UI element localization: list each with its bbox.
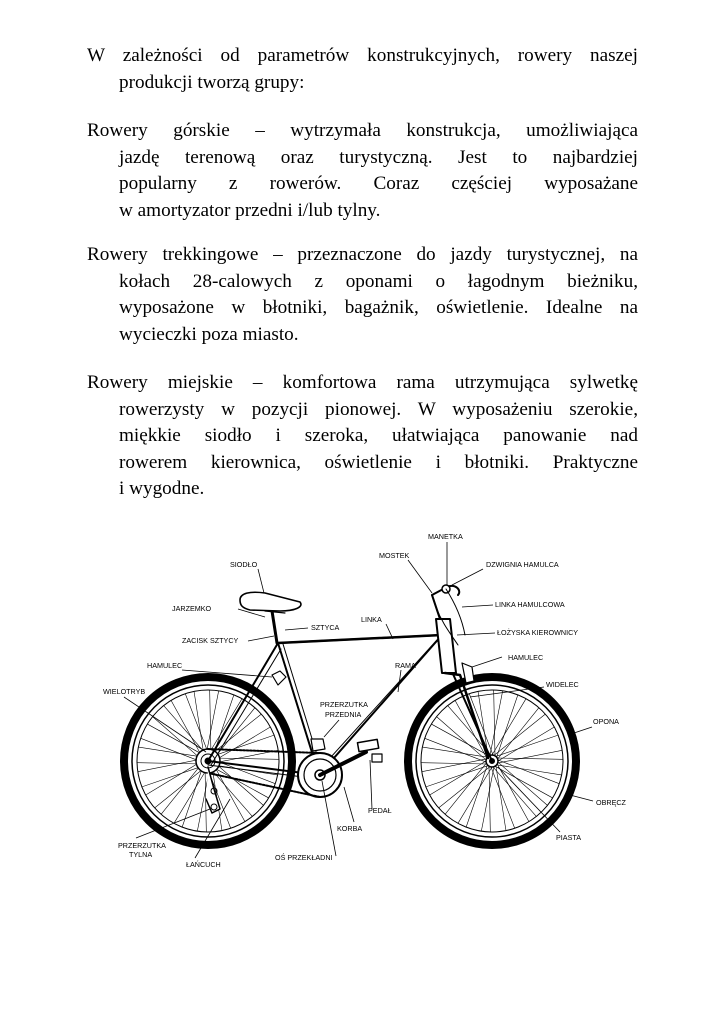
wheel-spoke <box>147 724 205 756</box>
wheel-spoke <box>493 767 536 817</box>
wheel-spoke <box>498 708 539 759</box>
text-line: rowerzysty w pozycji pionowej. W wyposażeniu szerokie, <box>119 398 638 420</box>
bicycle-diagram <box>90 527 638 877</box>
label-mostek: MOSTEK <box>379 551 410 560</box>
wheel-spoke <box>141 738 202 762</box>
wheel-spoke <box>489 766 490 832</box>
wheel-spoke <box>458 767 492 823</box>
wheel-spoke <box>494 690 495 756</box>
label-widelec: WIDELEC <box>546 680 579 689</box>
wheel-spoke <box>213 758 279 759</box>
wheel-spoke <box>421 763 487 764</box>
wheel-spoke <box>214 727 270 761</box>
text-line: W zależności od parametrów konstrukcyjnych, rowery naszej <box>87 45 638 66</box>
label-przerzutka-przednia-2: PRZEDNIA <box>325 710 362 719</box>
intro-paragraph <box>87 43 638 96</box>
text-line: Rowery górskie – wytrzymała konstrukcja, umożliwiająca <box>87 120 638 141</box>
label-opona: OPONA <box>593 717 619 726</box>
label-hamulec-przod: HAMULEC <box>508 653 544 662</box>
text-line: Rowery miejskie – komfortowa rama utrzymująca sylwetkę <box>87 372 638 393</box>
label-przerzutka-przednia-1: PRZERZUTKA <box>320 700 368 709</box>
wheel-spoke <box>437 717 487 760</box>
mountain-bikes-paragraph <box>87 118 638 224</box>
wheel-spoke <box>498 760 559 784</box>
label-manetka: MANETKA <box>428 532 463 541</box>
label-wielotryb: WIELOTRYB <box>103 687 146 696</box>
wheel-spoke <box>422 747 487 757</box>
wheel-spoke <box>146 761 202 795</box>
label-sztyca: SZTYCA <box>311 623 340 632</box>
label-korba: KORBA <box>337 824 363 833</box>
wheel-spoke <box>213 764 245 822</box>
wheel-spoke <box>208 699 242 755</box>
text-line: jazdę terenową oraz turystyczną. Jest to najbardziej <box>119 146 638 168</box>
wheel-spoke <box>469 694 493 755</box>
label-pedal: PEDAŁ <box>368 806 392 815</box>
label-dzwignia-hamulca: DZWIGNIA HAMULCA <box>486 560 559 569</box>
wheel-spoke <box>430 761 486 795</box>
wheel-spoke <box>161 763 202 814</box>
wheel-spoke <box>497 764 529 822</box>
wheel-spoke <box>492 699 526 755</box>
text-line: popularny z rowerów. Coraz częściej wyposażane <box>119 173 638 194</box>
wheel-spoke <box>211 766 269 798</box>
label-linka: LINKA <box>361 615 382 624</box>
trekking-bikes-paragraph <box>87 242 638 348</box>
saddle <box>240 592 301 643</box>
wheel-spoke <box>431 724 489 756</box>
label-hamulec-tyl: HAMULEC <box>147 661 183 670</box>
text-line: Rowery trekkingowe – przeznaczone do jazdy turystycznej, na <box>87 244 638 265</box>
wheel-spoke <box>138 747 203 757</box>
wheel-spoke <box>425 738 486 762</box>
label-piasta: PIASTA <box>556 833 582 842</box>
label-linka-hamulcowa: LINKA HAMULCOWA <box>495 600 565 609</box>
wheel-spoke <box>496 766 506 831</box>
city-bikes-paragraph <box>87 370 638 503</box>
text-line: wyposażone w błotniki, bagażnik, oświetlenie. Idealne na <box>119 297 638 318</box>
frame <box>208 619 492 779</box>
text-line: miękkie siodło i szeroka, ułatwiająca panowanie nad <box>119 425 638 446</box>
wheel-spoke <box>171 700 203 758</box>
label-lancuch: ŁAŃCUCH <box>186 860 221 869</box>
text-line: produkcji tworzą grupy: <box>119 71 305 93</box>
label-rama: RAMA <box>395 661 416 670</box>
text-line: wycieczki poza miasto. <box>119 323 299 345</box>
label-przerzutka-tylna-2: TYLNA <box>129 850 153 859</box>
label-lozyska-kierownicy: ŁOŻYSKA KIEROWNICY <box>497 628 579 637</box>
wheel-spoke <box>445 763 486 814</box>
text-line: rowerem kierownica, oświetlenie i błotniki. Praktyczne <box>119 451 638 473</box>
text-line: kołach 28-calowych z oponami o łagodnym bieżniku, <box>119 270 638 292</box>
wheel-spoke <box>137 763 203 764</box>
label-przerzutka-tylna-1: PRZERZUTKA <box>118 841 166 850</box>
label-zacisk-sztycy: ZACISK SZTYCY <box>182 636 239 645</box>
wheel-spoke <box>498 762 548 805</box>
wheel-spoke <box>495 766 553 798</box>
wheel-spoke <box>498 727 554 761</box>
wheel-spoke <box>155 767 206 808</box>
wheel-spoke <box>494 714 545 755</box>
text-line: w amortyzator przedni i/lub tylny. <box>119 199 381 221</box>
wheel-spoke <box>194 691 204 756</box>
label-siodlo: SIODŁO <box>230 560 258 569</box>
label-obrecz: OBRĘCZ <box>596 798 626 807</box>
wheel-spoke <box>497 758 563 759</box>
wheel-spoke <box>153 717 203 760</box>
wheel-spoke <box>210 690 211 756</box>
wheel-spoke <box>491 767 515 828</box>
wheel-spoke <box>174 767 208 823</box>
label-jarzemko: JARZEMKO <box>172 604 212 613</box>
wheel-spoke <box>497 765 562 775</box>
wheel-spoke <box>164 706 207 756</box>
text-line: i wygodne. <box>119 478 205 499</box>
wheel-spoke <box>439 767 490 808</box>
label-os-przekladni: OŚ PRZEKŁADNI <box>275 853 333 862</box>
